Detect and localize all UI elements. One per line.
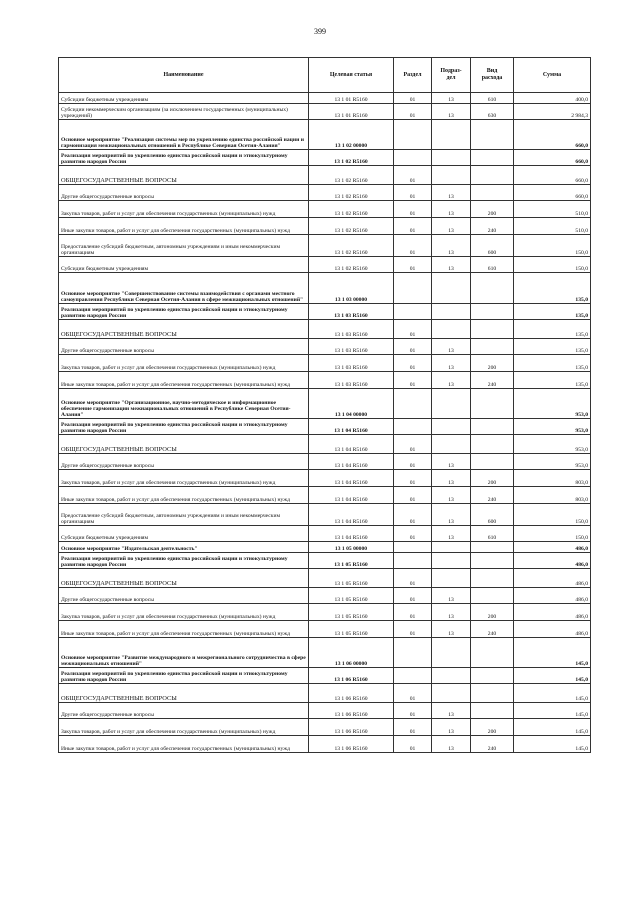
row-sum: 953,0 xyxy=(514,389,591,419)
table-row xyxy=(59,273,591,304)
row-expense-type xyxy=(471,150,514,166)
row-section: 01 xyxy=(394,355,432,372)
header-name: Наименование xyxy=(59,58,309,93)
row-sum: 803,0 xyxy=(514,470,591,487)
row-target-article: 13 1 02 R5160 xyxy=(309,166,394,185)
row-target-article: 13 1 04 R5160 xyxy=(309,435,394,454)
row-expense-type xyxy=(471,273,514,304)
row-section xyxy=(394,668,432,684)
row-expense-type: 600 xyxy=(471,504,514,526)
row-subsection: 13 xyxy=(432,235,471,257)
row-sum: 486,0 xyxy=(514,542,591,553)
row-target-article: 13 1 02 R5160 xyxy=(309,201,394,218)
table-row xyxy=(59,553,591,569)
table-row xyxy=(59,320,591,339)
row-target-article: 13 1 06 R5160 xyxy=(309,668,394,684)
row-expense-type xyxy=(471,542,514,553)
row-name: Иные закупки товаров, работ и услуг для обеспечения государственных (муниципальных) нужд xyxy=(59,736,309,753)
row-subsection xyxy=(432,419,471,435)
table-row xyxy=(59,235,591,257)
row-subsection xyxy=(432,684,471,703)
row-section xyxy=(394,419,432,435)
table-row xyxy=(59,668,591,684)
row-target-article: 13 1 04 R5160 xyxy=(309,419,394,435)
row-section: 01 xyxy=(394,257,432,273)
row-subsection xyxy=(432,542,471,553)
row-target-article: 13 1 03 R5160 xyxy=(309,304,394,320)
table-row xyxy=(59,185,591,201)
table-row xyxy=(59,93,591,104)
row-section: 01 xyxy=(394,621,432,638)
row-target-article: 13 1 04 R5160 xyxy=(309,470,394,487)
row-section: 01 xyxy=(394,201,432,218)
header-target-article: Целевая статья xyxy=(309,58,394,93)
row-name: Основное мероприятие "Реализация системы мер по укреплению единства российской нации и гармонизация межнациональных отношений в Республике Северная Осетия-Алания" xyxy=(59,120,309,150)
row-expense-type: 200 xyxy=(471,604,514,621)
row-section: 01 xyxy=(394,454,432,470)
row-sum: 803,0 xyxy=(514,487,591,504)
row-expense-type: 600 xyxy=(471,235,514,257)
row-expense-type: 240 xyxy=(471,487,514,504)
table-row xyxy=(59,569,591,588)
table-header-row xyxy=(59,58,591,93)
row-name: ОБЩЕГОСУДАРСТВЕННЫЕ ВОПРОСЫ xyxy=(59,684,309,703)
row-target-article: 13 1 06 R5160 xyxy=(309,703,394,719)
row-subsection xyxy=(432,166,471,185)
row-name: Закупка товаров, работ и услуг для обеспечения государственных (муниципальных) нужд xyxy=(59,470,309,487)
row-sum: 486,0 xyxy=(514,588,591,604)
row-sum: 150,0 xyxy=(514,526,591,542)
table-row xyxy=(59,201,591,218)
row-subsection: 13 xyxy=(432,588,471,604)
row-expense-type xyxy=(471,703,514,719)
row-section: 01 xyxy=(394,684,432,703)
row-expense-type xyxy=(471,166,514,185)
row-section: 01 xyxy=(394,703,432,719)
row-section: 01 xyxy=(394,218,432,235)
row-expense-type: 240 xyxy=(471,218,514,235)
table-row xyxy=(59,150,591,166)
row-expense-type: 240 xyxy=(471,736,514,753)
row-sum: 2 984,3 xyxy=(514,104,591,120)
row-sum: 145,0 xyxy=(514,703,591,719)
row-target-article: 13 1 05 R5160 xyxy=(309,569,394,588)
row-name: Предоставление субсидий бюджетным, автономным учреждениям и иным некоммерческим организациям xyxy=(59,235,309,257)
row-section: 01 xyxy=(394,320,432,339)
row-expense-type xyxy=(471,668,514,684)
row-sum: 150,0 xyxy=(514,235,591,257)
row-sum: 510,0 xyxy=(514,218,591,235)
row-name: Субсидии некоммерческим организациям (за исключением государственных (муниципальных) учреждений) xyxy=(59,104,309,120)
row-subsection: 13 xyxy=(432,703,471,719)
table-row xyxy=(59,736,591,753)
row-target-article: 13 1 02 R5160 xyxy=(309,257,394,273)
row-sum: 660,0 xyxy=(514,150,591,166)
row-subsection: 13 xyxy=(432,201,471,218)
row-section: 01 xyxy=(394,736,432,753)
row-expense-type xyxy=(471,419,514,435)
row-sum: 660,0 xyxy=(514,185,591,201)
row-expense-type xyxy=(471,588,514,604)
row-subsection xyxy=(432,273,471,304)
row-sum: 145,0 xyxy=(514,684,591,703)
table-row xyxy=(59,703,591,719)
row-sum: 145,0 xyxy=(514,719,591,736)
row-subsection xyxy=(432,668,471,684)
row-sum: 953,0 xyxy=(514,419,591,435)
row-section xyxy=(394,542,432,553)
row-section xyxy=(394,273,432,304)
row-section: 01 xyxy=(394,504,432,526)
row-expense-type xyxy=(471,389,514,419)
row-subsection: 13 xyxy=(432,355,471,372)
row-subsection xyxy=(432,389,471,419)
row-expense-type: 200 xyxy=(471,719,514,736)
row-section xyxy=(394,150,432,166)
row-section: 01 xyxy=(394,487,432,504)
row-expense-type xyxy=(471,120,514,150)
row-subsection xyxy=(432,320,471,339)
row-name: ОБЩЕГОСУДАРСТВЕННЫЕ ВОПРОСЫ xyxy=(59,569,309,588)
row-sum: 953,0 xyxy=(514,454,591,470)
row-target-article: 13 1 03 R5160 xyxy=(309,355,394,372)
row-subsection: 13 xyxy=(432,104,471,120)
row-subsection: 13 xyxy=(432,454,471,470)
table-row xyxy=(59,719,591,736)
row-section: 01 xyxy=(394,93,432,104)
row-target-article: 13 1 02 R5160 xyxy=(309,218,394,235)
table-row xyxy=(59,604,591,621)
row-sum: 135,0 xyxy=(514,372,591,389)
row-target-article: 13 1 06 R5160 xyxy=(309,684,394,703)
row-name: Основное мероприятие "Развитие международного и межрегионального сотрудничества в сфере межнациональных отношений" xyxy=(59,638,309,668)
row-expense-type xyxy=(471,304,514,320)
row-subsection xyxy=(432,304,471,320)
row-subsection xyxy=(432,435,471,454)
row-subsection: 13 xyxy=(432,372,471,389)
row-sum: 660,0 xyxy=(514,120,591,150)
row-name: Основное мероприятие "Издательская деятельность" xyxy=(59,542,309,553)
row-target-article: 13 1 03 R5160 xyxy=(309,339,394,355)
row-section xyxy=(394,120,432,150)
row-expense-type xyxy=(471,684,514,703)
row-name: Реализация мероприятий по укреплению единства российской нации и этнокультурному развитию народов России xyxy=(59,150,309,166)
table-row xyxy=(59,389,591,419)
row-section: 01 xyxy=(394,470,432,487)
row-subsection: 13 xyxy=(432,257,471,273)
row-subsection: 13 xyxy=(432,621,471,638)
table-row xyxy=(59,621,591,638)
row-target-article: 13 1 02 R5160 xyxy=(309,150,394,166)
row-expense-type: 610 xyxy=(471,93,514,104)
row-subsection: 13 xyxy=(432,504,471,526)
row-name: ОБЩЕГОСУДАРСТВЕННЫЕ ВОПРОСЫ xyxy=(59,435,309,454)
row-expense-type: 630 xyxy=(471,104,514,120)
row-name: Другие общегосударственные вопросы xyxy=(59,339,309,355)
row-name: Закупка товаров, работ и услуг для обеспечения государственных (муниципальных) нужд xyxy=(59,201,309,218)
table-row xyxy=(59,487,591,504)
row-section: 01 xyxy=(394,372,432,389)
header-expense-type: Вид расхода xyxy=(471,58,514,93)
row-target-article: 13 1 04 R5160 xyxy=(309,454,394,470)
table-row xyxy=(59,257,591,273)
row-expense-type xyxy=(471,320,514,339)
row-expense-type xyxy=(471,454,514,470)
table-row xyxy=(59,304,591,320)
row-target-article: 13 1 05 R5160 xyxy=(309,604,394,621)
row-section: 01 xyxy=(394,339,432,355)
page-number: 399 xyxy=(314,27,326,36)
table-row xyxy=(59,470,591,487)
row-section xyxy=(394,304,432,320)
row-expense-type: 610 xyxy=(471,257,514,273)
row-subsection: 13 xyxy=(432,339,471,355)
row-section: 01 xyxy=(394,526,432,542)
row-sum: 145,0 xyxy=(514,668,591,684)
row-name: Реализация мероприятий по укреплению единства российской нации и этнокультурному развитию народов России xyxy=(59,304,309,320)
row-sum: 145,0 xyxy=(514,638,591,668)
table-row xyxy=(59,526,591,542)
row-name: Другие общегосударственные вопросы xyxy=(59,454,309,470)
row-name: Иные закупки товаров, работ и услуг для обеспечения государственных (муниципальных) нужд xyxy=(59,621,309,638)
row-name: ОБЩЕГОСУДАРСТВЕННЫЕ ВОПРОСЫ xyxy=(59,320,309,339)
row-section xyxy=(394,389,432,419)
row-expense-type: 200 xyxy=(471,355,514,372)
table-row xyxy=(59,542,591,553)
row-expense-type xyxy=(471,339,514,355)
row-subsection: 13 xyxy=(432,218,471,235)
header-section: Раздел xyxy=(394,58,432,93)
table-row xyxy=(59,419,591,435)
table-row xyxy=(59,166,591,185)
table-row xyxy=(59,638,591,668)
row-sum: 135,0 xyxy=(514,355,591,372)
row-target-article: 13 1 01 R5160 xyxy=(309,93,394,104)
row-subsection: 13 xyxy=(432,487,471,504)
row-name: ОБЩЕГОСУДАРСТВЕННЫЕ ВОПРОСЫ xyxy=(59,166,309,185)
row-name: Закупка товаров, работ и услуг для обеспечения государственных (муниципальных) нужд xyxy=(59,604,309,621)
row-expense-type xyxy=(471,435,514,454)
row-name: Предоставление субсидий бюджетным, автономным учреждениям и иным некоммерческим организациям xyxy=(59,504,309,526)
row-target-article: 13 1 06 00000 xyxy=(309,638,394,668)
row-subsection: 13 xyxy=(432,604,471,621)
row-target-article: 13 1 03 R5160 xyxy=(309,320,394,339)
row-subsection: 13 xyxy=(432,719,471,736)
row-sum: 145,0 xyxy=(514,736,591,753)
row-name: Субсидии бюджетным учреждениям xyxy=(59,257,309,273)
table-body xyxy=(59,93,591,753)
row-subsection xyxy=(432,150,471,166)
budget-table xyxy=(58,57,591,753)
row-subsection: 13 xyxy=(432,185,471,201)
row-subsection: 13 xyxy=(432,736,471,753)
row-sum: 486,0 xyxy=(514,569,591,588)
row-section: 01 xyxy=(394,588,432,604)
row-section: 01 xyxy=(394,166,432,185)
row-target-article: 13 1 02 00000 xyxy=(309,120,394,150)
row-name: Другие общегосударственные вопросы xyxy=(59,588,309,604)
row-expense-type: 200 xyxy=(471,470,514,487)
row-section: 01 xyxy=(394,435,432,454)
row-expense-type: 240 xyxy=(471,372,514,389)
row-target-article: 13 1 06 R5160 xyxy=(309,736,394,753)
row-sum: 660,0 xyxy=(514,166,591,185)
row-name: Другие общегосударственные вопросы xyxy=(59,703,309,719)
row-section: 01 xyxy=(394,104,432,120)
row-target-article: 13 1 04 R5160 xyxy=(309,526,394,542)
row-section xyxy=(394,553,432,569)
row-expense-type xyxy=(471,569,514,588)
row-subsection: 13 xyxy=(432,93,471,104)
row-expense-type xyxy=(471,185,514,201)
row-sum: 135,0 xyxy=(514,273,591,304)
row-expense-type xyxy=(471,638,514,668)
row-sum: 150,0 xyxy=(514,504,591,526)
table-row xyxy=(59,372,591,389)
row-subsection: 13 xyxy=(432,470,471,487)
row-sum: 510,0 xyxy=(514,201,591,218)
row-sum: 150,0 xyxy=(514,257,591,273)
row-sum: 400,0 xyxy=(514,93,591,104)
row-expense-type xyxy=(471,553,514,569)
row-subsection xyxy=(432,553,471,569)
row-section: 01 xyxy=(394,569,432,588)
row-name: Закупка товаров, работ и услуг для обеспечения государственных (муниципальных) нужд xyxy=(59,355,309,372)
row-sum: 486,0 xyxy=(514,621,591,638)
row-expense-type: 200 xyxy=(471,201,514,218)
row-target-article: 13 1 04 R5160 xyxy=(309,504,394,526)
row-name: Другие общегосударственные вопросы xyxy=(59,185,309,201)
row-target-article: 13 1 04 00000 xyxy=(309,389,394,419)
row-target-article: 13 1 05 R5160 xyxy=(309,621,394,638)
row-section: 01 xyxy=(394,604,432,621)
row-subsection xyxy=(432,569,471,588)
row-name: Закупка товаров, работ и услуг для обеспечения государственных (муниципальных) нужд xyxy=(59,719,309,736)
row-target-article: 13 1 05 R5160 xyxy=(309,553,394,569)
row-subsection xyxy=(432,120,471,150)
row-sum: 486,0 xyxy=(514,553,591,569)
row-target-article: 13 1 02 R5160 xyxy=(309,235,394,257)
row-target-article: 13 1 05 00000 xyxy=(309,542,394,553)
table-row xyxy=(59,218,591,235)
row-target-article: 13 1 02 R5160 xyxy=(309,185,394,201)
table-row xyxy=(59,104,591,120)
row-name: Иные закупки товаров, работ и услуг для обеспечения государственных (муниципальных) нужд xyxy=(59,487,309,504)
row-sum: 135,0 xyxy=(514,339,591,355)
row-subsection xyxy=(432,638,471,668)
row-name: Субсидии бюджетным учреждениям xyxy=(59,93,309,104)
row-target-article: 13 1 03 R5160 xyxy=(309,372,394,389)
table-row xyxy=(59,588,591,604)
table-row xyxy=(59,355,591,372)
row-target-article: 13 1 01 R5160 xyxy=(309,104,394,120)
row-sum: 486,0 xyxy=(514,604,591,621)
header-sum: Сумма xyxy=(514,58,591,93)
row-section: 01 xyxy=(394,719,432,736)
row-name: Реализация мероприятий по укреплению единства российской нации и этнокультурному развитию народов России xyxy=(59,668,309,684)
table-row xyxy=(59,504,591,526)
table-row xyxy=(59,435,591,454)
row-sum: 135,0 xyxy=(514,320,591,339)
row-target-article: 13 1 06 R5160 xyxy=(309,719,394,736)
row-name: Иные закупки товаров, работ и услуг для обеспечения государственных (муниципальных) нужд xyxy=(59,218,309,235)
row-sum: 953,0 xyxy=(514,435,591,454)
row-name: Субсидии бюджетным учреждениям xyxy=(59,526,309,542)
row-expense-type: 240 xyxy=(471,621,514,638)
row-sum: 135,0 xyxy=(514,304,591,320)
table-row xyxy=(59,684,591,703)
row-target-article: 13 1 04 R5160 xyxy=(309,487,394,504)
row-section xyxy=(394,638,432,668)
table-row xyxy=(59,120,591,150)
row-name: Реализация мероприятий по укреплению единства российской нации и этнокультурному развитию народов России xyxy=(59,553,309,569)
header-subsection: Подраз- дел xyxy=(432,58,471,93)
row-name: Иные закупки товаров, работ и услуг для обеспечения государственных (муниципальных) нужд xyxy=(59,372,309,389)
table-row xyxy=(59,454,591,470)
row-section: 01 xyxy=(394,185,432,201)
row-name: Реализация мероприятий по укреплению единства российской нации и этнокультурному развитию народов России xyxy=(59,419,309,435)
row-expense-type: 610 xyxy=(471,526,514,542)
row-section: 01 xyxy=(394,235,432,257)
row-subsection: 13 xyxy=(432,526,471,542)
row-target-article: 13 1 05 R5160 xyxy=(309,588,394,604)
row-name: Основное мероприятие "Совершенствование системы взаимодействия с органами местного самоуправления Республики Северная Осетия-Алания в сфере межнациональных отношений" xyxy=(59,273,309,304)
row-name: Основное мероприятие "Организационное, научно-методическое и информационное обеспечение гармонизации межнациональных отношений в Республике Северная Осетия-Алания" xyxy=(59,389,309,419)
table-row xyxy=(59,339,591,355)
row-target-article: 13 1 03 00000 xyxy=(309,273,394,304)
